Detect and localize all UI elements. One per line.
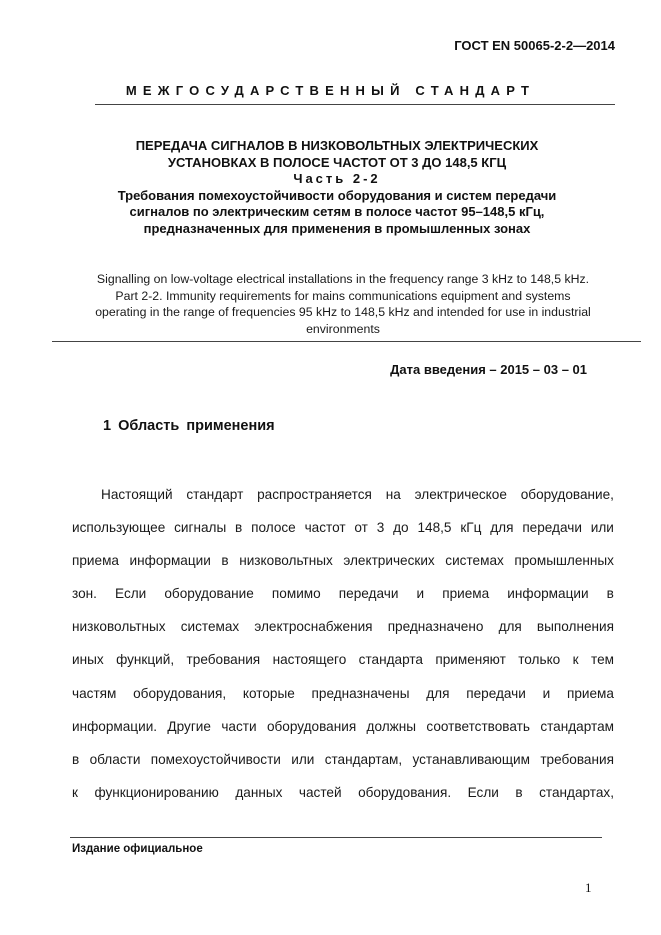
body-line xyxy=(72,577,614,610)
body-word: передачи xyxy=(522,520,582,536)
english-title-line: operating in the range of frequencies 95 kHz to 148,5 kHz and intended for use in industrial xyxy=(95,305,591,320)
body-word: в xyxy=(606,586,614,602)
russian-title xyxy=(70,138,604,237)
body-word: стандартах, xyxy=(539,784,614,800)
body-word: до xyxy=(393,520,409,536)
body-word: приема xyxy=(566,685,614,701)
body-word: предназначено xyxy=(387,619,484,635)
body-word: иных xyxy=(72,652,104,668)
english-title xyxy=(58,271,628,338)
body-line xyxy=(72,776,614,809)
title-divider xyxy=(52,341,641,342)
title-line: сигналов по электрическим сетям в полосе частот 95–148,5 кГц, xyxy=(129,204,545,219)
body-word: Другие xyxy=(167,718,211,734)
body-word: Настоящий xyxy=(101,487,173,502)
body-word: частей xyxy=(298,784,342,800)
body-word: частот xyxy=(304,520,346,536)
interstate-standard-label: МЕЖГОСУДАРСТВЕННЫЙ СТАНДАРТ xyxy=(125,83,536,98)
body-word: и xyxy=(542,685,551,701)
body-word: стандарт xyxy=(186,487,244,502)
body-word: зон. xyxy=(72,586,97,602)
body-word: функций, xyxy=(116,652,175,668)
title-line: предназначенных для применения в промышленных зонах xyxy=(143,220,531,236)
body-word: или xyxy=(590,520,614,536)
body-word: для xyxy=(498,619,522,635)
body-word: только xyxy=(518,652,561,668)
body-line xyxy=(72,511,614,544)
body-word: помимо xyxy=(271,586,321,602)
body-word: должны xyxy=(366,718,417,734)
body-word: оборудование, xyxy=(520,487,614,502)
body-word: и xyxy=(416,586,425,602)
body-word: стандартам, xyxy=(324,751,403,767)
body-word: в xyxy=(221,553,229,569)
body-word: части xyxy=(221,718,257,734)
title-line: УСТАНОВКАХ В ПОЛОСЕ ЧАСТОТ ОТ 3 ДО 148,5 КГЦ xyxy=(167,154,507,170)
body-word: частям xyxy=(72,685,117,701)
body-word: выполнения xyxy=(536,619,614,635)
body-word: полосе xyxy=(251,520,296,536)
section-heading: 1 Область применения xyxy=(103,418,275,434)
body-word: к xyxy=(72,784,78,800)
body-word: передачи xyxy=(466,685,526,701)
body-word: данных xyxy=(235,784,283,800)
body-line xyxy=(72,544,614,577)
footer-divider xyxy=(70,837,602,838)
body-word: в xyxy=(515,784,523,800)
top-divider xyxy=(95,104,615,105)
body-word: к xyxy=(572,652,579,668)
body-word: требования xyxy=(540,751,614,767)
section-body xyxy=(72,478,614,809)
body-word: электрическое xyxy=(414,487,507,502)
body-word: Если xyxy=(115,586,147,602)
body-word: 3 xyxy=(376,520,385,536)
body-word: сигналы xyxy=(174,520,227,536)
body-word: стандартам xyxy=(540,718,614,734)
title-line: ПЕРЕДАЧА СИГНАЛОВ В НИЗКОВОЛЬТНЫХ ЭЛЕКТРИЧЕСКИХ xyxy=(135,138,539,153)
body-word: в xyxy=(72,751,80,767)
body-line xyxy=(72,677,614,710)
body-word: стандарта xyxy=(358,652,423,668)
body-word: низковольтных xyxy=(239,553,333,569)
body-word: требования xyxy=(186,652,261,668)
english-title-line: environments xyxy=(306,322,380,337)
body-line xyxy=(72,643,614,676)
body-word: предназначены xyxy=(311,685,410,701)
body-word: оборудования. xyxy=(358,784,452,800)
body-word: распространяется xyxy=(257,487,372,502)
body-word: использующее xyxy=(72,520,166,536)
body-word: оборудование xyxy=(164,586,254,602)
body-word: в xyxy=(235,520,243,536)
body-word: передачи xyxy=(338,586,399,602)
body-word: устанавливающим xyxy=(412,751,530,767)
title-part-line: Часть 2-2 xyxy=(293,171,381,186)
body-word: от xyxy=(354,520,368,536)
body-word: электроснабжения xyxy=(254,619,373,635)
body-word: кГц xyxy=(460,520,482,536)
english-title-line: Part 2-2. Immunity requirements for mains communications equipment and systems xyxy=(115,288,571,303)
body-word: приема xyxy=(442,586,490,602)
body-word: для xyxy=(490,520,514,536)
english-title-line: Signalling on low-voltage electrical installations in the frequency range 3 kHz to 148,5 kHz. xyxy=(96,272,590,286)
body-word: системах xyxy=(445,553,504,569)
page-number: 1 xyxy=(585,880,592,895)
body-word: электрических xyxy=(343,553,435,569)
title-line: Требования помехоустойчивости оборудования и систем передачи xyxy=(117,187,557,203)
body-line xyxy=(72,743,614,776)
body-word: промышленных xyxy=(514,553,614,569)
body-line xyxy=(72,478,614,511)
body-word: на xyxy=(385,487,401,502)
body-word: Если xyxy=(467,784,499,800)
body-word: приема xyxy=(72,553,119,569)
body-word: тем xyxy=(591,652,614,668)
body-line xyxy=(72,710,614,743)
body-word: помехоустойчивости xyxy=(150,751,281,767)
body-word: информации xyxy=(129,553,211,569)
body-word: для xyxy=(426,685,450,701)
body-word: области xyxy=(89,751,141,767)
official-edition-label: Издание официальное xyxy=(72,843,203,855)
body-word: оборудования, xyxy=(133,685,227,701)
body-word: или xyxy=(291,751,315,767)
body-word: 148,5 xyxy=(417,520,452,536)
body-word: которые xyxy=(242,685,295,701)
body-word: информации. xyxy=(72,718,158,734)
body-word: соответствовать xyxy=(426,718,530,734)
body-word: системах xyxy=(180,619,240,635)
introduction-date: Дата введения – 2015 – 03 – 01 xyxy=(390,362,587,377)
body-word: низковольтных xyxy=(72,619,166,635)
body-word: функционированию xyxy=(94,784,219,800)
gost-designation: ГОСТ EN 50065-2-2—2014 xyxy=(454,38,615,53)
body-word: оборудования xyxy=(266,718,357,734)
body-word: применяют xyxy=(435,652,506,668)
body-word: настоящего xyxy=(272,652,347,668)
body-line xyxy=(72,610,614,643)
body-word: информации xyxy=(507,586,589,602)
